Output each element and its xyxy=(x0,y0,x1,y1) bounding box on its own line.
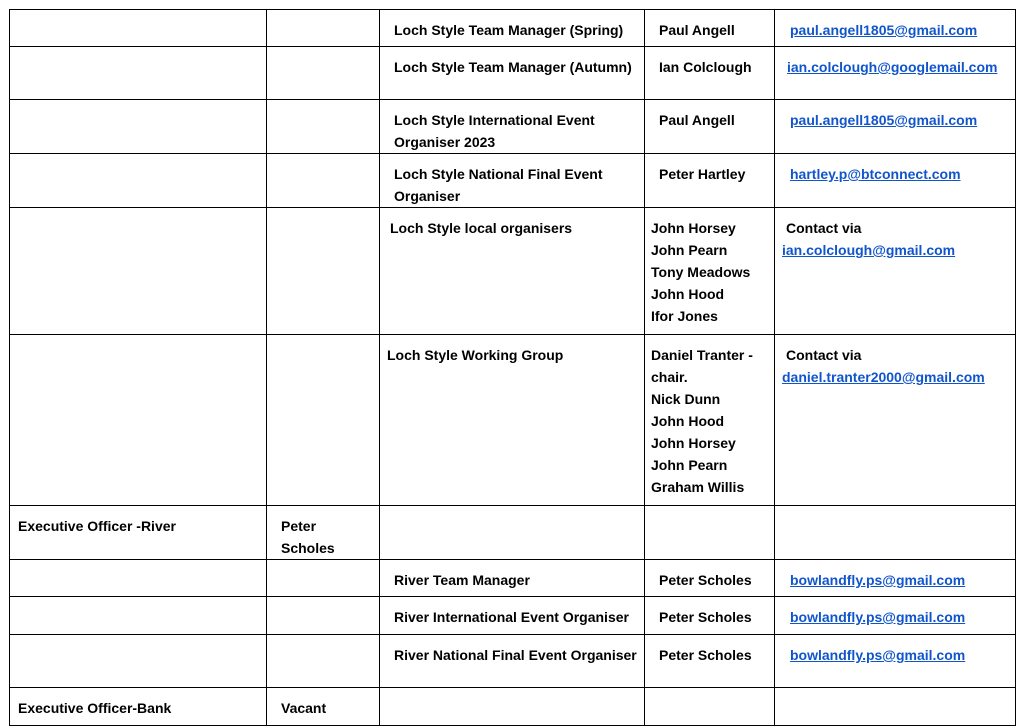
table-row xyxy=(10,635,1016,688)
table-row xyxy=(10,335,1016,506)
role-cell xyxy=(10,597,267,635)
table-row xyxy=(10,688,1016,726)
holder-cell xyxy=(267,100,380,154)
person-name: chair. xyxy=(651,369,688,385)
table-row xyxy=(10,597,1016,635)
people-cell xyxy=(645,10,775,47)
role-cell xyxy=(10,154,267,208)
sub-role-label: Loch Style local organisers xyxy=(390,220,573,236)
contact-cell xyxy=(775,47,1016,100)
role-label: Executive Officer-Bank xyxy=(18,700,172,716)
person-name: John Pearn xyxy=(651,242,728,258)
role-cell xyxy=(10,208,267,335)
role-label: Executive Officer -River xyxy=(18,518,176,534)
holder-cell xyxy=(267,208,380,335)
sub-role-label: Loch Style Team Manager (Autumn) xyxy=(394,59,632,75)
role-cell xyxy=(10,47,267,100)
person-name: Ifor Jones xyxy=(651,308,718,324)
sub-role-label: Loch Style National Final Event Organiser xyxy=(394,166,603,204)
person-name: Peter Scholes xyxy=(659,609,752,625)
people-cell xyxy=(645,635,775,688)
person-name: John Hood xyxy=(651,286,725,302)
email-link[interactable]: bowlandfly.ps@gmail.com xyxy=(790,647,966,663)
sub-role-label: Loch Style International Event Organiser 2023 xyxy=(394,112,595,150)
holder-cell xyxy=(267,154,380,208)
sub-role-label: River National Final Event Organiser xyxy=(394,647,637,663)
sub-role-cell xyxy=(380,335,645,506)
role-cell xyxy=(10,335,267,506)
sub-role-cell xyxy=(380,10,645,47)
person-name: Daniel Tranter - xyxy=(651,347,753,363)
person-name: Peter Scholes xyxy=(659,647,752,663)
contact-cell xyxy=(775,688,1016,726)
role-cell xyxy=(10,688,267,726)
contact-cell xyxy=(775,100,1016,154)
table-row xyxy=(10,10,1016,47)
sub-role-cell xyxy=(380,208,645,335)
holder-cell xyxy=(267,688,380,726)
email-link[interactable]: bowlandfly.ps@gmail.com xyxy=(790,572,966,588)
sub-role-cell xyxy=(380,100,645,154)
holder-cell xyxy=(267,560,380,597)
person-name: John Horsey xyxy=(651,435,736,451)
sub-role-cell xyxy=(380,506,645,560)
table-row xyxy=(10,208,1016,335)
holder-name: Vacant xyxy=(281,700,327,716)
table-row xyxy=(10,154,1016,208)
person-name: Peter Scholes xyxy=(659,572,752,588)
sub-role-cell xyxy=(380,597,645,635)
people-cell xyxy=(645,154,775,208)
person-name: Paul Angell xyxy=(659,22,735,38)
people-cell xyxy=(645,506,775,560)
contact-cell xyxy=(775,506,1016,560)
officers-table xyxy=(9,9,1016,726)
holder-cell xyxy=(267,506,380,560)
person-name: Nick Dunn xyxy=(651,391,721,407)
sub-role-label: Loch Style Team Manager (Spring) xyxy=(394,22,624,38)
sub-role-label: River International Event Organiser xyxy=(394,609,629,625)
sub-role-cell xyxy=(380,47,645,100)
person-name: John Pearn xyxy=(651,457,728,473)
contact-cell xyxy=(775,560,1016,597)
person-name: Peter Hartley xyxy=(659,166,746,182)
sub-role-label: River Team Manager xyxy=(394,572,530,588)
people-cell xyxy=(645,100,775,154)
holder-cell xyxy=(267,635,380,688)
holder-cell xyxy=(267,10,380,47)
people-cell xyxy=(645,208,775,335)
person-name: Ian Colclough xyxy=(659,59,752,75)
contact-cell xyxy=(775,597,1016,635)
contact-cell xyxy=(775,335,1016,506)
sub-role-cell xyxy=(380,154,645,208)
contact-cell xyxy=(775,635,1016,688)
sub-role-label: Loch Style Working Group xyxy=(387,347,564,363)
sub-role-cell xyxy=(380,560,645,597)
table-row xyxy=(10,506,1016,560)
email-link[interactable]: paul.angell1805@gmail.com xyxy=(790,22,978,38)
holder-cell xyxy=(267,335,380,506)
contact-cell xyxy=(775,208,1016,335)
email-link[interactable]: paul.angell1805@gmail.com xyxy=(790,112,978,128)
role-cell xyxy=(10,10,267,47)
role-cell xyxy=(10,506,267,560)
table-row xyxy=(10,100,1016,154)
email-link[interactable]: bowlandfly.ps@gmail.com xyxy=(790,609,966,625)
people-cell xyxy=(645,560,775,597)
person-name: Paul Angell xyxy=(659,112,735,128)
people-cell xyxy=(645,335,775,506)
contact-cell xyxy=(775,154,1016,208)
email-link[interactable]: ian.colclough@gmail.com xyxy=(782,242,956,258)
email-link[interactable]: hartley.p@btconnect.com xyxy=(790,166,961,182)
role-cell xyxy=(10,635,267,688)
people-cell xyxy=(645,597,775,635)
contact-cell xyxy=(775,10,1016,47)
officers-table-body xyxy=(10,10,1016,726)
email-link[interactable]: daniel.tranter2000@gmail.com xyxy=(782,369,985,385)
contact-prefix: Contact via xyxy=(786,347,862,363)
holder-name: Peter Scholes xyxy=(281,518,335,556)
sub-role-cell xyxy=(380,688,645,726)
holder-cell xyxy=(267,47,380,100)
holder-cell xyxy=(267,597,380,635)
person-name: Graham Willis xyxy=(651,479,745,495)
role-cell xyxy=(10,560,267,597)
people-cell xyxy=(645,47,775,100)
role-cell xyxy=(10,100,267,154)
contact-prefix: Contact via xyxy=(786,220,862,236)
people-cell xyxy=(645,688,775,726)
person-name: John Horsey xyxy=(651,220,736,236)
table-row xyxy=(10,47,1016,100)
person-name: John Hood xyxy=(651,413,725,429)
email-link[interactable]: ian.colclough@googlemail.com xyxy=(787,59,998,75)
sub-role-cell xyxy=(380,635,645,688)
table-row xyxy=(10,560,1016,597)
person-name: Tony Meadows xyxy=(651,264,751,280)
